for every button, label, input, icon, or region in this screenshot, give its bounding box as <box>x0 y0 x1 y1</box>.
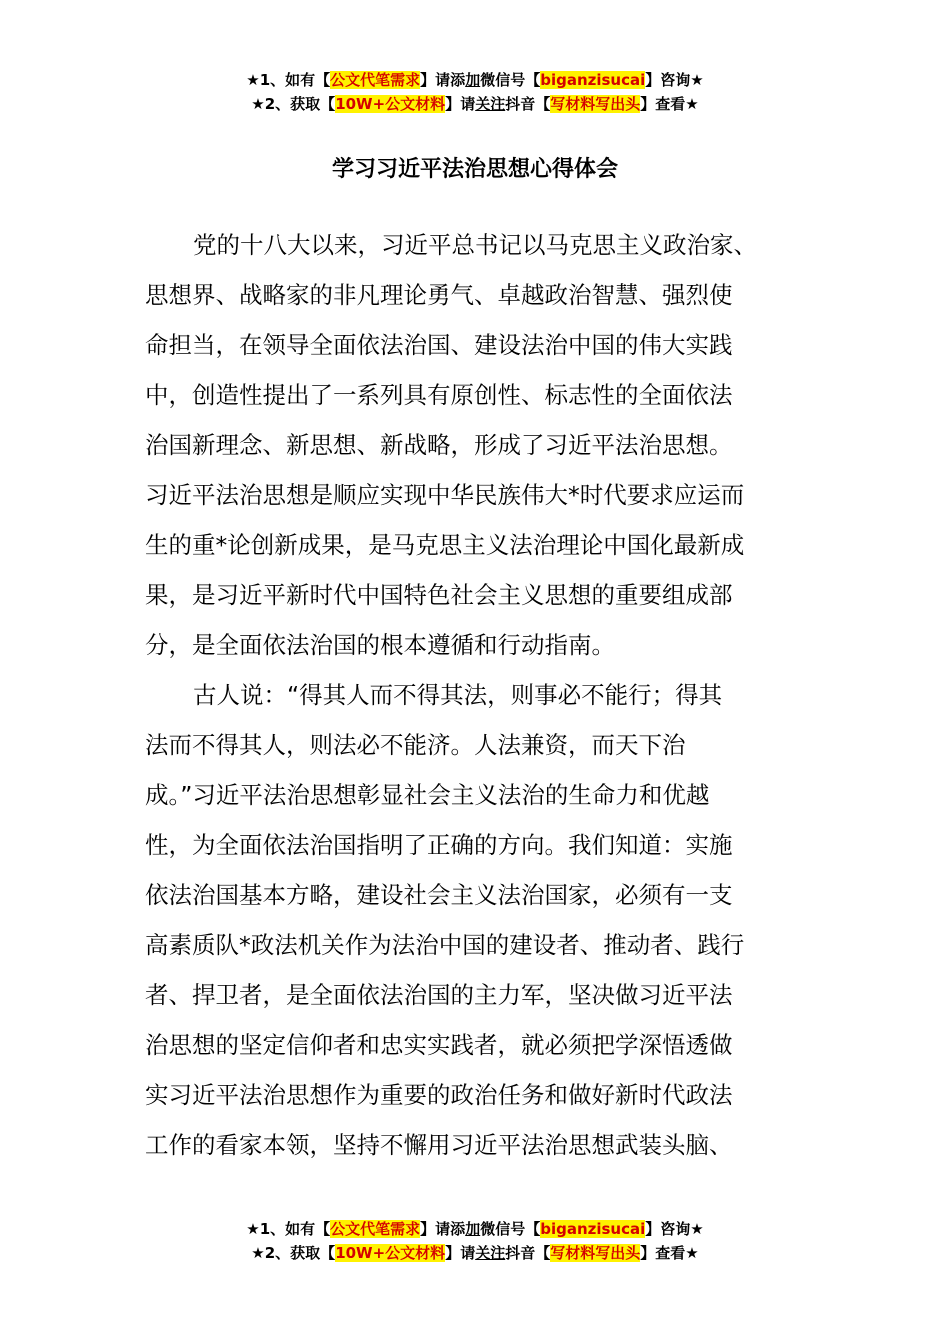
text-line: 分，是全面依法治国的根本遵循和行动指南。 <box>145 631 615 659</box>
text-line: 法而不得其人，则法必不能济。人法兼资，而天下治 <box>145 731 686 759</box>
text-line: 党的十八大以来，习近平总书记以马克思主义政治家、 <box>193 231 757 259</box>
banner-line-2 <box>0 1241 950 1265</box>
paragraph-1 <box>145 220 805 670</box>
header-banner <box>0 68 950 116</box>
text-line: 成。”习近平法治思想彰显社会主义法治的生命力和优越 <box>145 781 710 809</box>
banner-text: 】查看★ <box>640 95 699 113</box>
banner-line-1 <box>0 68 950 92</box>
banner-text: 微信号【 <box>480 71 541 89</box>
banner-underlined-text: 关注 <box>475 95 506 113</box>
banner-highlight: 写材料写出头 <box>550 1244 641 1262</box>
banner-underlined-text: 关注 <box>475 1244 506 1262</box>
banner-text: ★2、获取【 <box>251 95 336 113</box>
text-line: 生的重*论创新成果，是马克思主义法治理论中国化最新成 <box>145 531 745 559</box>
text-line: 果，是习近平新时代中国特色社会主义思想的重要组成部 <box>145 581 733 609</box>
banner-line-1 <box>0 1217 950 1241</box>
banner-underlined-text: 加 <box>465 1220 481 1238</box>
text-line: 依法治国基本方略，建设社会主义法治国家，必须有一支 <box>145 881 733 909</box>
banner-text: 抖音【 <box>505 95 551 113</box>
banner-highlight: 10W+公文材料 <box>335 95 446 113</box>
banner-text: 】请 <box>445 95 476 113</box>
banner-text: 】请添 <box>420 71 466 89</box>
text-line: 治思想的坚定信仰者和忠实实践者，就必须把学深悟透做 <box>145 1031 733 1059</box>
text-line: 者、捍卫者，是全面依法治国的主力军，坚决做习近平法 <box>145 981 733 1009</box>
banner-highlight: biganzisucai <box>540 1220 646 1238</box>
banner-text: 】咨询★ <box>645 71 704 89</box>
banner-highlight: 公文代笔需求 <box>330 1220 421 1238</box>
text-line: 实习近平法治思想作为重要的政治任务和做好新时代政法 <box>145 1081 733 1109</box>
banner-text: 】请 <box>445 1244 476 1262</box>
banner-text: 】查看★ <box>640 1244 699 1262</box>
text-line: 中，创造性提出了一系列具有原创性、标志性的全面依法 <box>145 381 733 409</box>
banner-highlight: biganzisucai <box>540 71 646 89</box>
banner-highlight: 写材料写出头 <box>550 95 641 113</box>
banner-text: 抖音【 <box>505 1244 551 1262</box>
document-title: 学习习近平法治思想心得体会 <box>331 157 618 182</box>
text-line: 命担当，在领导全面依法治国、建设法治中国的伟大实践 <box>145 331 733 359</box>
banner-highlight: 公文代笔需求 <box>330 71 421 89</box>
text-line: 习近平法治思想是顺应实现中华民族伟大*时代要求应运而 <box>145 481 745 509</box>
text-line: 思想界、战略家的非凡理论勇气、卓越政治智慧、强烈使 <box>145 281 733 309</box>
banner-text: 微信号【 <box>480 1220 541 1238</box>
text-line: 性，为全面依法治国指明了正确的方向。我们知道：实施 <box>145 831 733 859</box>
banner-line-2 <box>0 92 950 116</box>
banner-text: ★2、获取【 <box>251 1244 336 1262</box>
footer-banner <box>0 1217 950 1265</box>
paragraph-2 <box>145 670 805 1170</box>
banner-text: 】请添 <box>420 1220 466 1238</box>
banner-text: ★1、如有【 <box>246 1220 331 1238</box>
text-line: 治国新理念、新思想、新战略，形成了习近平法治思想。 <box>145 431 733 459</box>
banner-text: 】咨询★ <box>645 1220 704 1238</box>
text-line: 高素质队*政法机关作为法治中国的建设者、推动者、践行 <box>145 931 745 959</box>
banner-highlight: 10W+公文材料 <box>335 1244 446 1262</box>
banner-underlined-text: 加 <box>465 71 481 89</box>
text-line: 古人说：“得其人而不得其法，则事必不能行；得其 <box>193 681 723 709</box>
document-body <box>145 220 805 1170</box>
text-line: 工作的看家本领，坚持不懈用习近平法治思想武装头脑、 <box>145 1131 733 1159</box>
banner-text: ★1、如有【 <box>246 71 331 89</box>
